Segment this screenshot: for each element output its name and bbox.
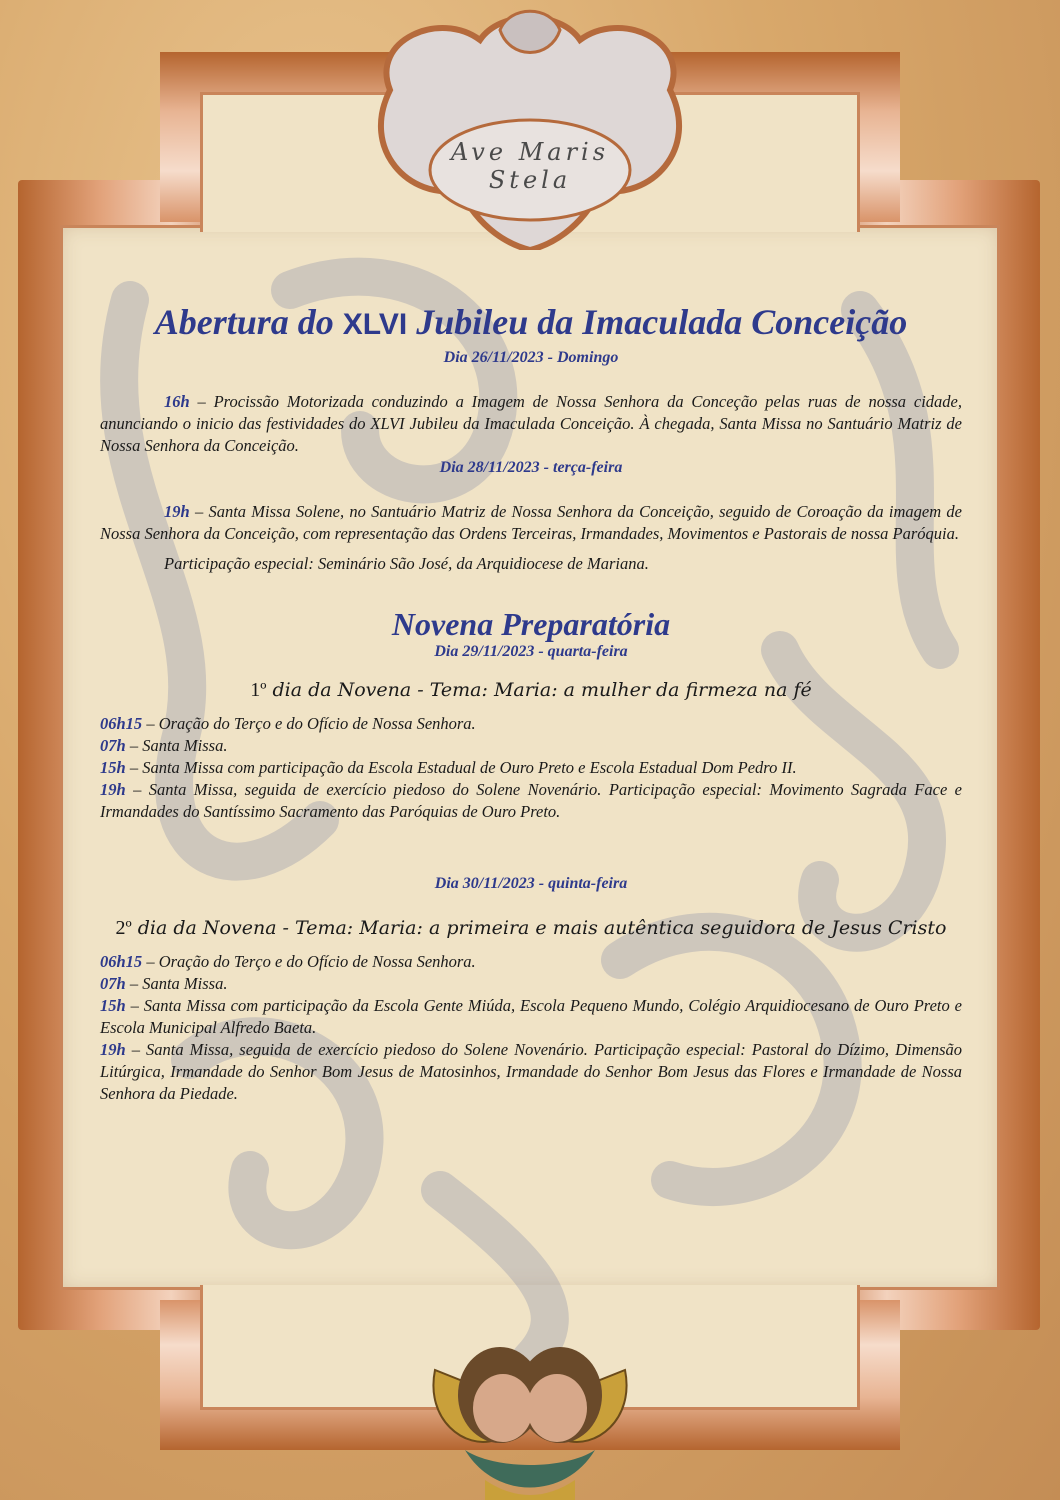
schedule-text: – Oração do Terço e do Ofício de Nossa Senhora. <box>142 714 476 733</box>
schedule-text: – Santa Missa com participação da Escola Estadual de Ouro Preto e Escola Estadual Dom Pedro II. <box>125 758 797 777</box>
schedule-time: 19h <box>100 780 126 799</box>
schedule-item <box>100 1039 962 1105</box>
page-title <box>100 300 962 347</box>
event-paragraph <box>100 391 962 457</box>
event-paragraph <box>100 501 962 545</box>
schedule-text: – Santa Missa, seguida de exercício piedoso do Solene Novenário. Participação especial: Movimento Sagrada Face e Irmandades do Santíssimo Sacramento das Paróquias de Ouro Preto. <box>100 780 962 821</box>
schedule-time: 06h15 <box>100 952 143 971</box>
schedule-time: 06h15 <box>100 714 143 733</box>
cartouche-line-1: Ave Maris <box>450 138 610 166</box>
novena-day-ordinal: 2º <box>115 917 132 939</box>
schedule-text: – Santa Missa. <box>125 736 228 755</box>
date-heading: Dia 30/11/2023 - quinta-feira <box>434 875 628 892</box>
event-time: 16h <box>164 392 190 411</box>
date-heading: Dia 28/11/2023 - terça-feira <box>439 459 623 476</box>
title-suffix: Jubileu da Imaculada Conceição <box>407 302 908 342</box>
schedule-item <box>100 757 962 779</box>
schedule-item <box>100 713 962 735</box>
cartouche-line-2: Stela <box>488 166 572 194</box>
schedule-time: 15h <box>100 758 126 777</box>
novena-day-theme <box>100 915 962 941</box>
schedule-time: 15h <box>100 996 126 1015</box>
novena-day-theme <box>100 677 962 703</box>
title-prefix: Abertura do <box>154 302 343 342</box>
schedule-text: – Oração do Terço e do Ofício de Nossa Senhora. <box>142 952 476 971</box>
novena-day-ordinal: 1º <box>250 679 267 701</box>
schedule-item <box>100 973 962 995</box>
schedule-item <box>100 779 962 823</box>
cherubs-ornament <box>425 1330 635 1500</box>
event-time: 19h <box>164 502 190 521</box>
novena-title: Novena Preparatória <box>391 606 671 642</box>
schedule-time: 07h <box>100 974 126 993</box>
cartouche-ornament <box>350 0 710 250</box>
schedule-text: – Santa Missa com participação da Escola Gente Miúda, Escola Pequeno Mundo, Colégio Arquidiocesano de Ouro Preto e Escola Municipal Alfredo Baeta. <box>100 996 962 1037</box>
schedule-item <box>100 735 962 757</box>
schedule-time: 19h <box>100 1040 126 1059</box>
schedule-text: – Santa Missa, seguida de exercício piedoso do Solene Novenário. Participação especial: Pastoral do Dízimo, Dimensão Litúrgica, Irmandade do Senhor Bom Jesus de Matosinhos, Irmandade do Senhor Bom Jesus das Flores e Irmandade de Nossa Senhora da Piedade. <box>100 1040 962 1103</box>
program-content <box>100 300 962 1105</box>
novena-theme-text: dia da Novena - Tema: Maria: a primeira e mais autêntica seguidora de Jesus Cristo <box>131 917 947 939</box>
schedule-time: 07h <box>100 736 126 755</box>
event-text: – Santa Missa Solene, no Santuário Matriz de Nossa Senhora da Conceição, seguido de Coroação da imagem de Nossa Senhora da Conceição, com representação das Ordens Terceiras, Irmandades, Movimentos e Pastorais de nossa Paróquia. <box>100 502 962 543</box>
title-roman-numeral: XLVI <box>342 308 408 341</box>
special-participation: Participação especial: Seminário São José, da Arquidiocese de Mariana. <box>164 554 649 573</box>
date-heading: Dia 29/11/2023 - quarta-feira <box>434 643 628 660</box>
schedule-item <box>100 995 962 1039</box>
event-text: – Procissão Motorizada conduzindo a Imagem de Nossa Senhora da Conceção pelas ruas de nossa cidade, anunciando o inicio das festividades do XLVI Jubileu da Imaculada Conceição. À chegada, Santa Missa no Santuário Matriz de Nossa Senhora da Conceição. <box>100 392 962 455</box>
schedule-text: – Santa Missa. <box>125 974 228 993</box>
date-heading: Dia 26/11/2023 - Domingo <box>443 349 619 366</box>
schedule-item <box>100 951 962 973</box>
cartouche-motto <box>430 138 630 194</box>
novena-theme-text: dia da Novena - Tema: Maria: a mulher da firmeza na fé <box>266 679 812 701</box>
